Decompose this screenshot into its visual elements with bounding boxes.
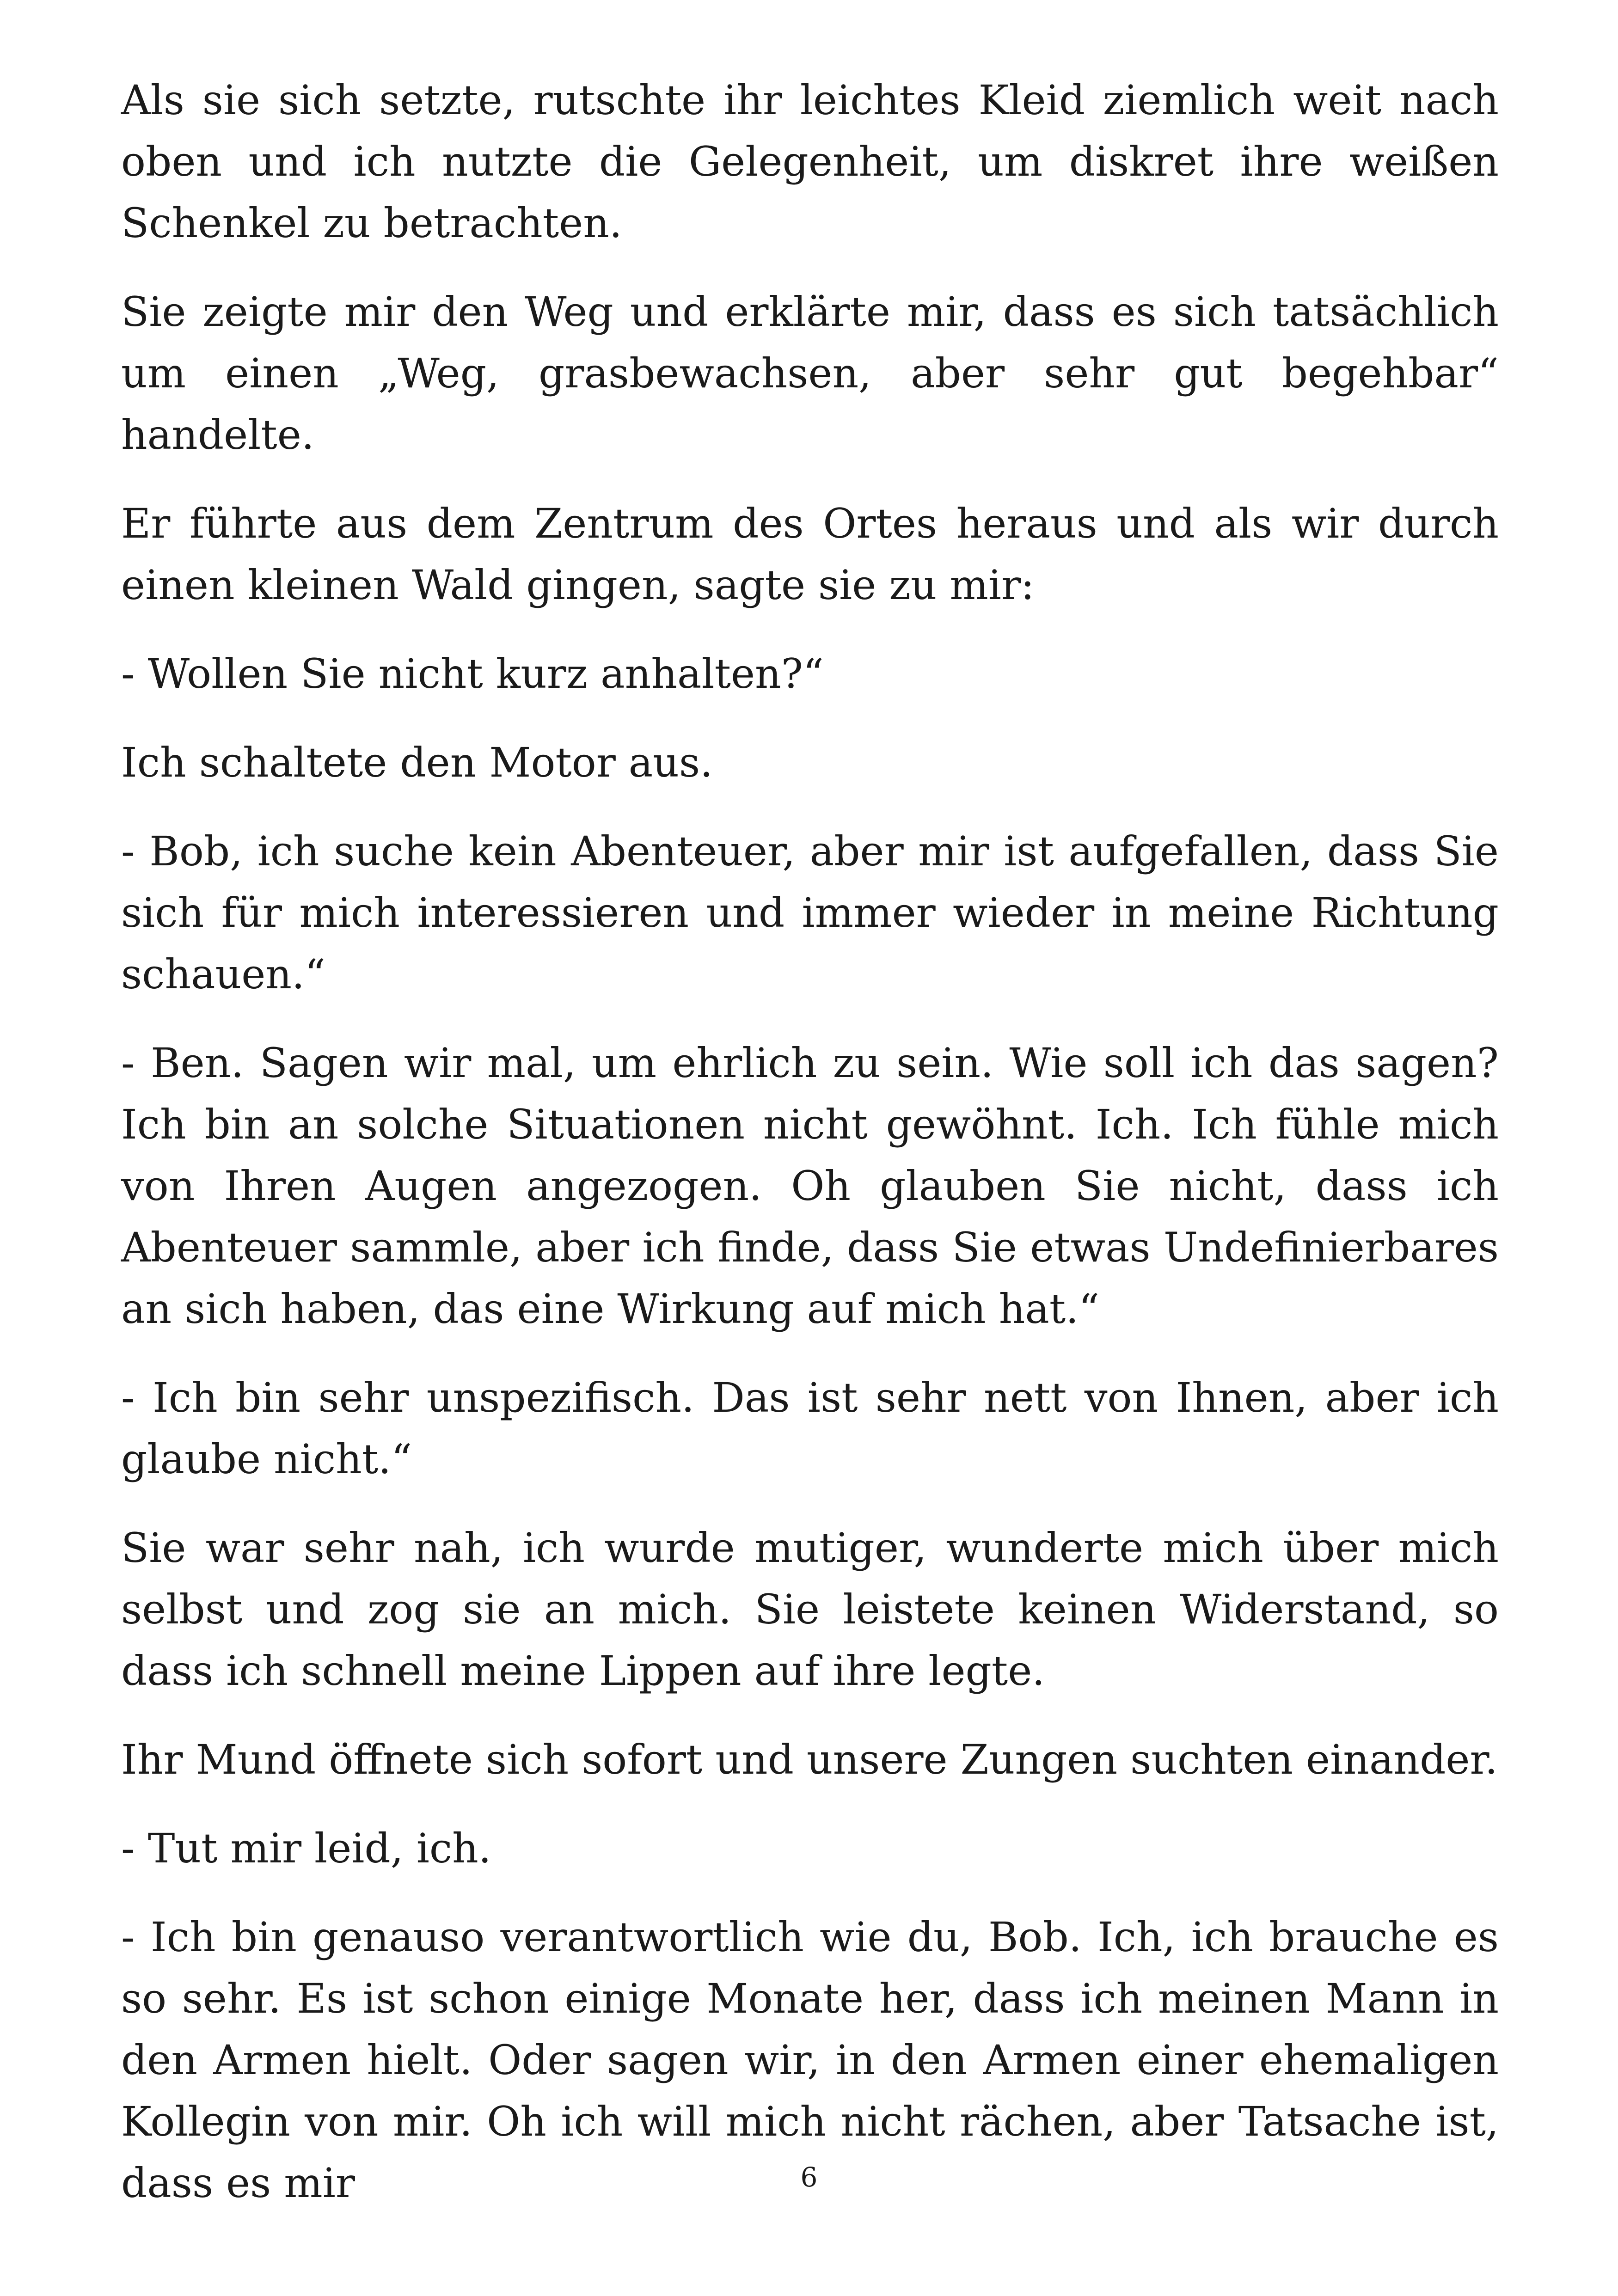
- paragraph: Sie war sehr nah, ich wurde mutiger, wunderte mich über mich selbst und zog sie an mich. Sie leistete keinen Widerstand, so dass ich schnell meine Lippen auf ihre legte.: [121, 1524, 1499, 1695]
- paragraph: Ich schaltete den Motor aus.: [121, 739, 713, 786]
- paragraph: - Tut mir leid, ich.: [121, 1825, 491, 1872]
- paragraph: Er führte aus dem Zentrum des Ortes heraus und als wir durch einen kleinen Wald gingen, sagte sie zu mir:: [121, 500, 1499, 609]
- paragraph: - Wollen Sie nicht kurz anhalten?“: [121, 650, 824, 698]
- paragraph: Als sie sich setzte, rutschte ihr leichtes Kleid ziemlich weit nach oben und ich nutzte die Gelegenheit, um diskret ihre weißen Schenkel zu betrachten.: [121, 76, 1499, 247]
- page-body: [121, 69, 1499, 2207]
- paragraph: - Ich bin sehr unspezifisch. Das ist sehr nett von Ihnen, aber ich glaube nicht.“: [121, 1374, 1499, 1483]
- paragraph: - Ben. Sagen wir mal, um ehrlich zu sein. Wie soll ich das sagen? Ich bin an solche Situationen nicht gewöhnt. Ich. Ich fühle mich von Ihren Augen angezogen. Oh glauben Sie nicht, dass ich Abenteuer sammle, aber ich finde, dass Sie etwas Undefinierbares an sich haben, das eine Wirkung auf mich hat.“: [121, 1039, 1499, 1333]
- paragraph: - Ich bin genauso verantwortlich wie du, Bob. Ich, ich brauche es so sehr. Es ist schon einige Monate her, dass ich meinen Mann in den Armen hielt. Oder sagen wir, in den Armen einer ehemaligen Kollegin von mir. Oh ich will mich nicht rächen, aber Tatsache ist, dass es mir: [121, 1913, 1499, 2207]
- paragraph: - Bob, ich suche kein Abenteuer, aber mir ist aufgefallen, dass Sie sich für mich interessieren und immer wieder in meine Richtung schauen.“: [121, 827, 1499, 998]
- page-number: 6: [800, 2161, 818, 2193]
- paragraph: Sie zeigte mir den Weg und erklärte mir, dass es sich tatsächlich um einen „Weg, grasbewachsen, aber sehr gut begehbar“ handelte.: [121, 288, 1499, 459]
- paragraph: Ihr Mund öffnete sich sofort und unsere Zungen suchten einander.: [121, 1736, 1498, 1783]
